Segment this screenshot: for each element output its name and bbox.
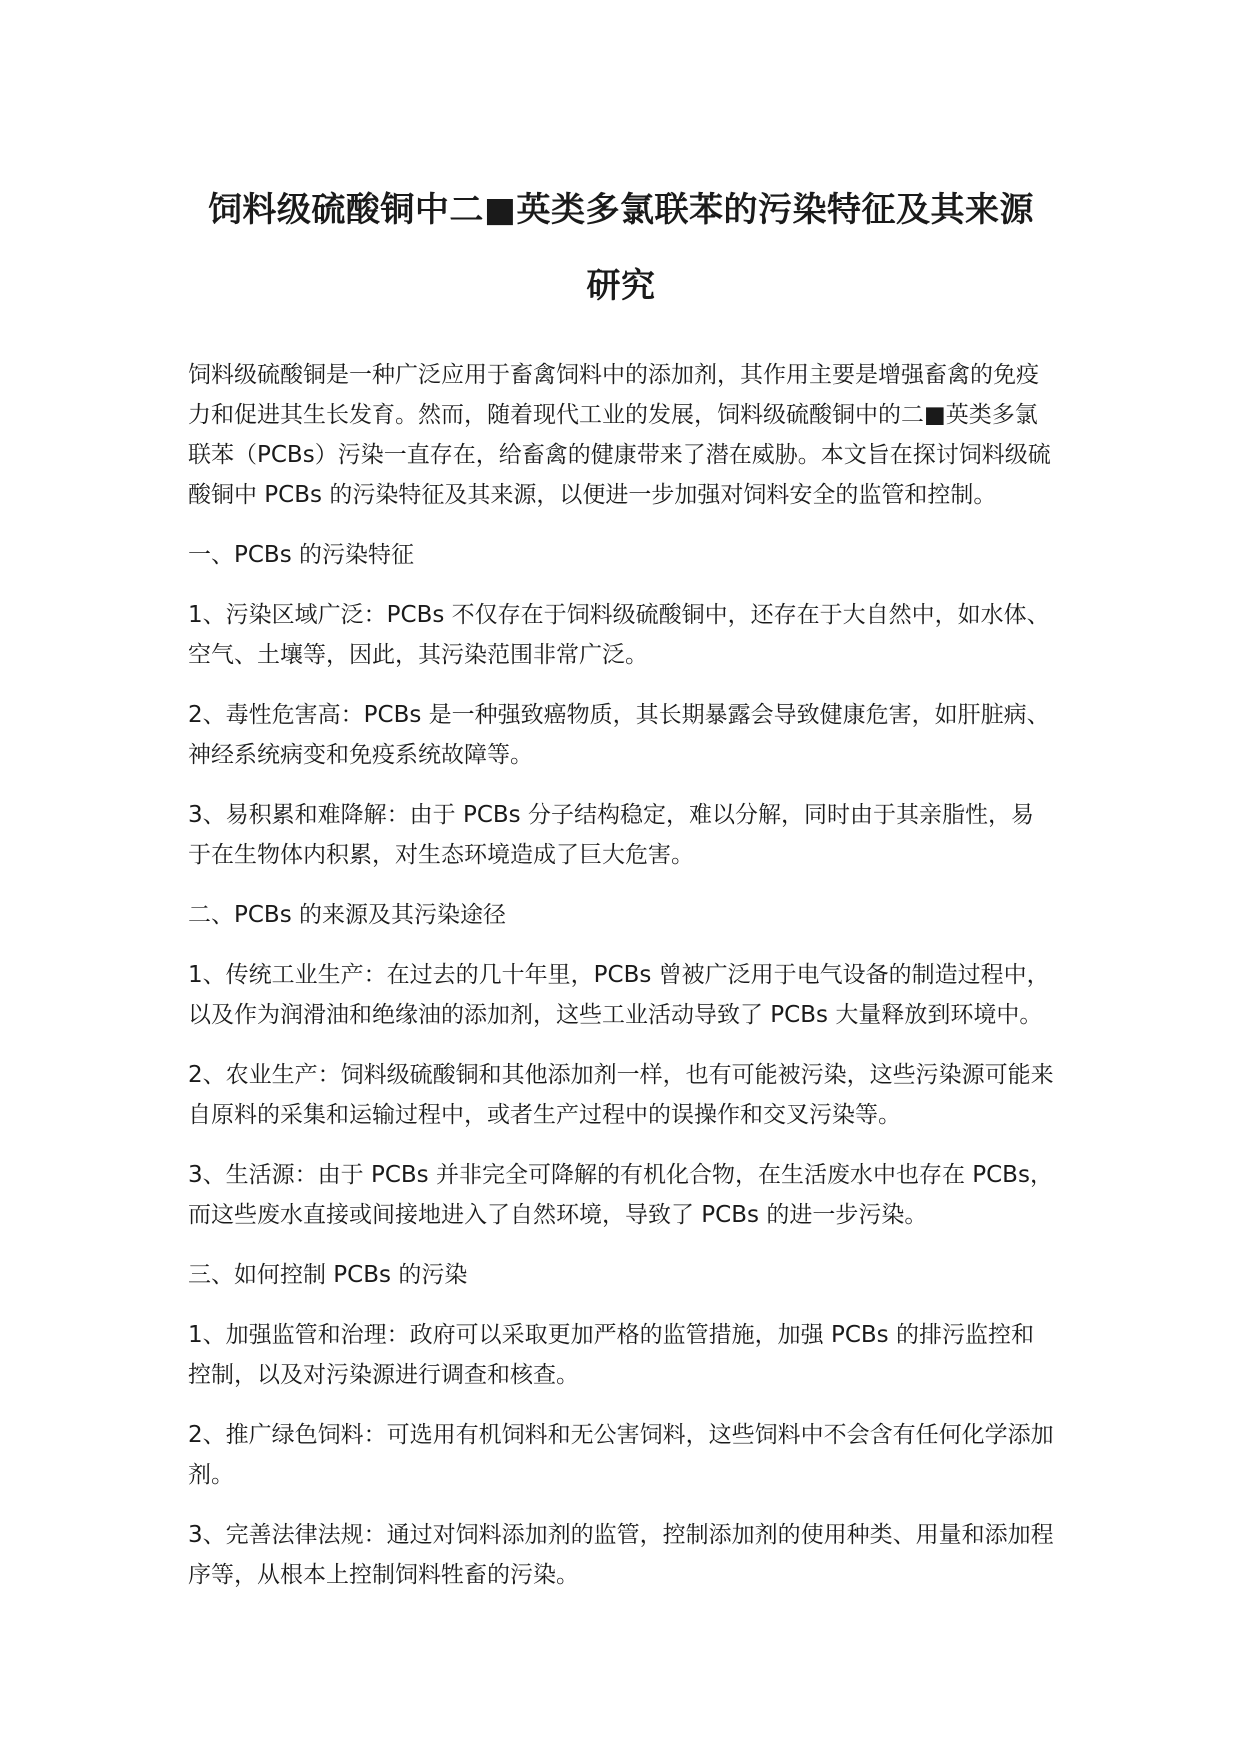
document-body	[188, 355, 1054, 1615]
intro-paragraph: 饲料级硫酸铜是一种广泛应用于畜禽饲料中的添加剂，其作用主要是增强畜禽的免疫力和促进其生长发育。然而，随着现代工业的发展，饲料级硫酸铜中的二■英类多氯联苯（PCBs）污染一直存在，给畜禽的健康带来了潜在威胁。本文旨在探讨饲料级硫酸铜中 PCBs 的污染特征及其来源，以便进一步加强对饲料安全的监管和控制。	[188, 362, 1051, 508]
section-heading-2: 二、PCBs 的来源及其污染途径	[188, 902, 507, 928]
document-title: 饲料级硫酸铜中二■英类多氯联苯的污染特征及其来源研究	[207, 190, 1035, 306]
section-2-item-3: 3、生活源：由于 PCBs 并非完全可降解的有机化合物，在生活废水中也存在 PCBs，而这些废水直接或间接地进入了自然环境，导致了 PCBs 的进一步污染。	[188, 1162, 1053, 1228]
section-3-item-1: 1、加强监管和治理：政府可以采取更加严格的监管措施，加强 PCBs 的排污监控和控制，以及对污染源进行调查和核查。	[188, 1322, 1034, 1388]
section-1-item-3: 3、易积累和难降解：由于 PCBs 分子结构稳定，难以分解，同时由于其亲脂性，易于在生物体内积累，对生态环境造成了巨大危害。	[188, 802, 1034, 868]
section-1-item-2: 2、毒性危害高：PCBs 是一种强致癌物质，其长期暴露会导致健康危害，如肝脏病、神经系统病变和免疫系统故障等。	[188, 702, 1050, 768]
section-heading-3: 三、如何控制 PCBs 的污染	[188, 1262, 468, 1288]
section-2-item-2: 2、农业生产：饲料级硫酸铜和其他添加剂一样，也有可能被污染，这些污染源可能来自原料的采集和运输过程中，或者生产过程中的误操作和交叉污染等。	[188, 1062, 1054, 1128]
section-3-item-3: 3、完善法律法规：通过对饲料添加剂的监管，控制添加剂的使用种类、用量和添加程序等，从根本上控制饲料牲畜的污染。	[188, 1522, 1054, 1588]
section-3-item-2: 2、推广绿色饲料：可选用有机饲料和无公害饲料，这些饲料中不会含有任何化学添加剂。	[188, 1422, 1054, 1488]
section-1-item-1: 1、污染区域广泛：PCBs 不仅存在于饲料级硫酸铜中，还存在于大自然中，如水体、空气、土壤等，因此，其污染范围非常广泛。	[188, 602, 1050, 668]
section-heading-1: 一、PCBs 的污染特征	[188, 542, 415, 568]
section-2-item-1: 1、传统工业生产：在过去的几十年里，PCBs 曾被广泛用于电气设备的制造过程中，以及作为润滑油和绝缘油的添加剂，这些工业活动导致了 PCBs 大量释放到环境中。	[188, 962, 1050, 1028]
